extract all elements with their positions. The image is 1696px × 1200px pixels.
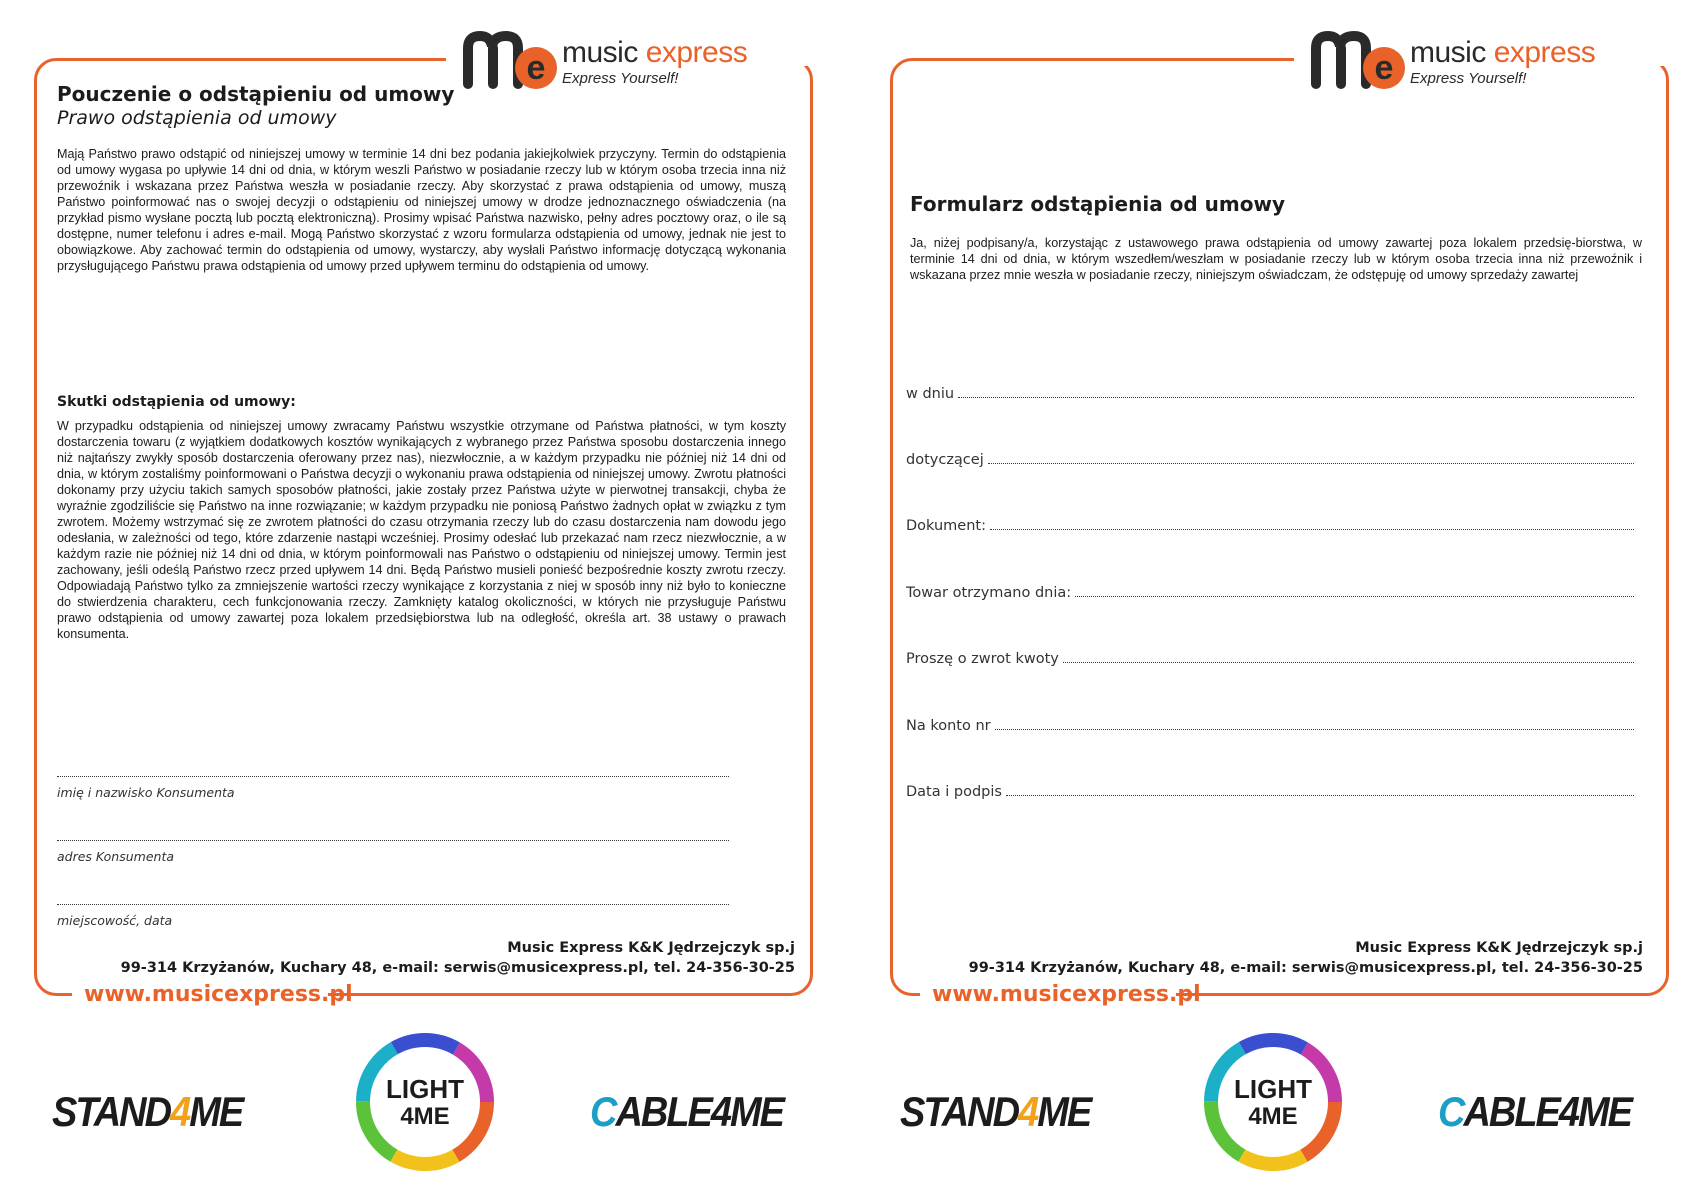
- withdrawal-form-page: [848, 0, 1696, 1200]
- svg-text:LIGHT: LIGHT: [1234, 1074, 1312, 1104]
- field-document[interactable]: Dokument:: [906, 512, 1634, 534]
- music-express-logo: [462, 26, 762, 92]
- cable4me-logo: CABLE4ME: [1438, 1089, 1632, 1137]
- light4me-logo: [353, 1030, 497, 1174]
- music-express-logo: [1310, 26, 1610, 92]
- field-date-signature[interactable]: Data i podpis: [906, 778, 1634, 800]
- light4me-ring-icon: [353, 1030, 497, 1174]
- company-name: Music Express K&K Jędrzejczyk sp.j: [1355, 940, 1643, 956]
- partner-logos: [848, 1030, 1696, 1180]
- signature-line-address[interactable]: [57, 840, 729, 841]
- effects-paragraph: W przypadku odstąpienia od niniejszej umowy zwracamy Państwu wszystkie otrzymane od Państwa płatności, w tym koszty dostarczenia towaru (z wyjątkiem dodatkowych kosztów wynikających z wybranego przez Państwa sposobu dostarczenia innego niż najtańszy zwykły sposób dostarczenia oferowany przez nas), niezwłocznie, a w każdym przypadku nie później niż 14 dni od dnia, w którym zostaliśmy poinformowani o Państwa decyzji o wykonaniu prawa odstąpienia od niniejszej umowy. Zwrotu płatności dokonamy przy użyciu takich samych sposobów płatności, jakie zostały przez Państwa użyte w pierwotnej transakcji, chyba że wyraźnie zgodziliście się Państwo na inne rozwiązanie; w każdym przypadku nie poniosą Państwo żadnych opłat w związku z tym zwrotem. Możemy wstrzymać się ze zwrotem płatności do czasu otrzymania rzeczy lub do czasu dostarczenia nam dowodu jego odesłania, w zależności od tego, które zdarzenie nastąpi wcześniej. Prosimy odesłać lub przekazać nam rzecz niezwłocznie, a w każdym razie nie później niż 14 dni od dnia, w którym poinformowali nas Państwo o odstąpieniu od niniejszej umowy. Termin jest zachowany, jeśli odeślą Państwo rzecz przed upływem 14 dni. Będą Państwo musieli ponieść bezpośrednie koszty zwrotu rzeczy. Odpowiadają Państwo tylko za zmniejszenie wartości rzeczy wynikające z korzystania z niej w sposób inny niż było to konieczne do stwierdzenia charakteru, cech funkcjonowania rzeczy. Zamknięty katalog okoliczności, w których nie przysługuje Państwu prawo odstąpienia od umowy zawartej poza lokalem przedsiębiorstwa lub na odległość, określa art. 38 ustawy o prawach konsumenta.: [57, 419, 786, 641]
- website-link[interactable]: www.musicexpress.pl: [84, 982, 353, 1007]
- signature-label-name: imię i nazwisko Konsumenta: [57, 785, 235, 800]
- me-logo-icon: [462, 26, 558, 92]
- svg-text:e: e: [526, 49, 546, 87]
- svg-text:4ME: 4ME: [400, 1103, 450, 1130]
- light4me-logo: [1201, 1030, 1345, 1174]
- page-title: Pouczenie o odstąpieniu od umowy: [57, 82, 455, 106]
- svg-text:e: e: [1374, 49, 1394, 87]
- light4me-ring-icon: [1201, 1030, 1345, 1174]
- signature-label-address: adres Konsumenta: [57, 849, 175, 864]
- signature-line-place-date[interactable]: [57, 904, 729, 905]
- section-title-effects: Skutki odstąpienia od umowy:: [57, 394, 296, 410]
- field-account-number[interactable]: Na konto nr: [906, 712, 1634, 734]
- brand-name: music express: [562, 36, 748, 69]
- cable4me-logo: CABLE4ME: [590, 1089, 784, 1137]
- company-address: 99-314 Krzyżanów, Kuchary 48, e-mail: serwis@musicexpress.pl, tel. 24-356-30-25: [120, 960, 795, 976]
- partner-logos: [0, 1030, 848, 1180]
- form-title: Formularz odstąpienia od umowy: [910, 192, 1286, 216]
- svg-text:4ME: 4ME: [1248, 1103, 1298, 1130]
- brand-tagline: Express Yourself!: [562, 70, 679, 87]
- company-info: [121, 938, 795, 978]
- stand4me-logo: STAND4ME: [900, 1089, 1091, 1137]
- form-intro: Ja, niżej podpisany/a, korzystając z ustawowego prawa odstąpienia od umowy zawartej poza lokalem przedsię-biorstwa, w terminie 14 dni od dnia, w którym wszedłem/weszłam w posiadanie rzeczy lub w którym osoba trzecia inna niż przewoźnik i wskazana przez mnie weszła w posiadanie rzeczy, niniejszym oświadczam, że odstępuję od umowy sprzedaży zawartej: [910, 236, 1642, 282]
- stand4me-logo: STAND4ME: [52, 1089, 243, 1137]
- field-refund-amount[interactable]: Proszę o zwrot kwoty: [906, 645, 1634, 667]
- field-goods-received-date[interactable]: Towar otrzymano dnia:: [906, 579, 1634, 601]
- svg-text:LIGHT: LIGHT: [386, 1074, 464, 1104]
- signature-line-name[interactable]: [57, 776, 729, 777]
- website-link[interactable]: www.musicexpress.pl: [932, 982, 1201, 1007]
- field-concerning[interactable]: dotyczącej: [906, 446, 1634, 468]
- page-subtitle: Prawo odstąpienia od umowy: [57, 107, 337, 129]
- signature-label-place-date: miejscowość, data: [57, 913, 173, 928]
- company-address: 99-314 Krzyżanów, Kuchary 48, e-mail: serwis@musicexpress.pl, tel. 24-356-30-25: [968, 960, 1643, 976]
- brand-name: music express: [1410, 36, 1596, 69]
- withdrawal-right-paragraph: Mają Państwo prawo odstąpić od niniejszej umowy w terminie 14 dni bez podania jakiejkolwiek przyczyny. Termin do odstąpienia od umowy wygasa po upływie 14 dni od dnia, w którym weszli Państwo w posiadanie rzeczy lub w którym osoba trzecia inna niż przewoźnik i wskazana przez Państwa weszła w posiadanie rzeczy. Aby skorzystać z prawa odstąpienia od umowy, muszą Państwo poinformować nas o swojej decyzji o odstąpieniu od niniejszej umowy w drodze jednoznacznego oświadczenia (na przykład pismo wysłane pocztą lub pocztą elektroniczną). Prosimy wpisać Państwa nazwisko, pełny adres pocztowy oraz, o ile są dostępne, numer telefonu i adres e-mail. Mogą Państwo skorzystać z wzoru formularza odstąpienia od umowy, jednak nie jest to obowiązkowe. Aby zachować termin do odstąpienia od umowy, wystarczy, aby wysłali Państwo informację dotyczącą wykonania przysługującego Państwu prawa odstąpienia od umowy przed upływem terminu do odstąpienia od umowy.: [57, 147, 786, 273]
- company-name: Music Express K&K Jędrzejczyk sp.j: [507, 940, 795, 956]
- brand-tagline: Express Yourself!: [1410, 70, 1527, 87]
- me-logo-icon: [1310, 26, 1406, 92]
- field-date[interactable]: w dniu: [906, 380, 1634, 402]
- company-info: [969, 938, 1643, 978]
